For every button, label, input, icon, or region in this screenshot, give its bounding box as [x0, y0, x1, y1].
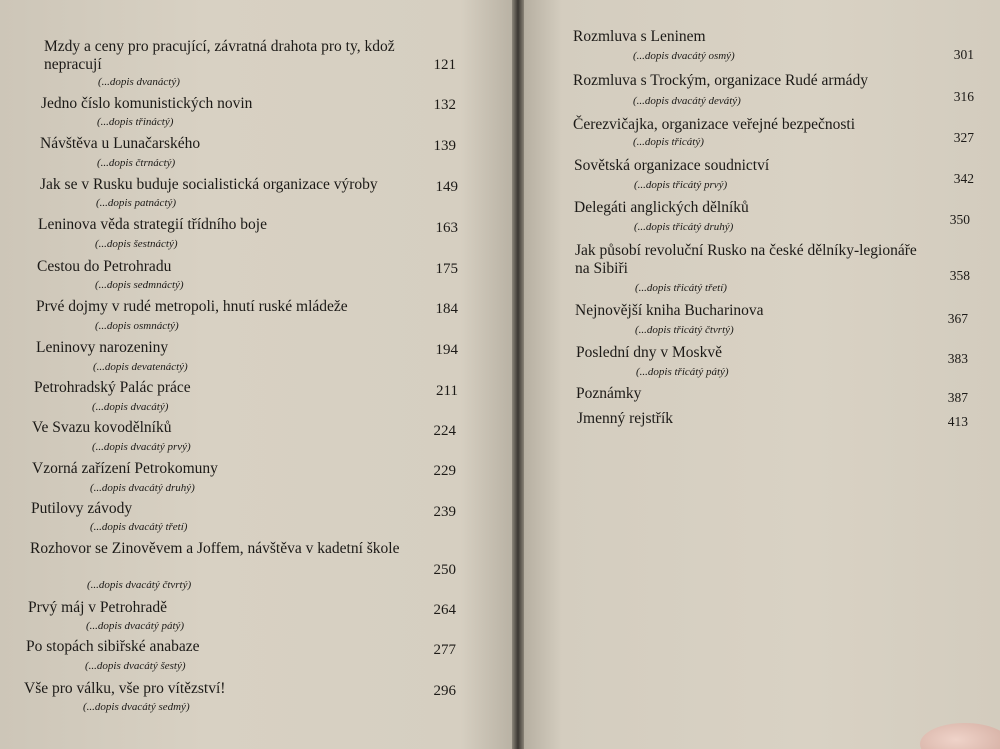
entry-page-number: 383 — [947, 351, 968, 366]
entry-title: Čerezvičajka, organizace veřejné bezpečnosti — [573, 116, 855, 133]
entry-title: Rozmluva s Leninem — [573, 28, 706, 45]
entry-letter-label: (...dopis třicátý) — [633, 136, 704, 148]
entry-letter-label: (...dopis dvacátý) — [92, 401, 169, 413]
entry-page-number: 163 — [435, 220, 458, 236]
thumb-fingertip — [920, 723, 1000, 749]
entry-page-number: 229 — [433, 463, 456, 479]
entry-title: Leninovy narozeniny — [36, 339, 169, 356]
entry-letter-label: (...dopis sedmnáctý) — [95, 279, 184, 291]
entry-page-number: 239 — [433, 504, 456, 520]
entry-letter-label: (...dopis dvacátý druhý) — [90, 482, 195, 494]
entry-title: Po stopách sibiřské anabaze — [26, 638, 200, 655]
entry-page-number: 132 — [433, 97, 456, 113]
entry-letter-label: (...dopis třináctý) — [97, 116, 174, 128]
entry-letter-label: (...dopis třicátý druhý) — [634, 221, 734, 233]
entry-page-number: 139 — [433, 138, 456, 154]
entry-page-number: 264 — [433, 602, 456, 618]
book-gutter — [512, 0, 524, 749]
entry-page-number: 387 — [947, 390, 968, 405]
entry-letter-label: (...dopis dvacátý prvý) — [92, 441, 191, 453]
entry-letter-label: (...dopis osmnáctý) — [95, 320, 179, 332]
entry-letter-label: (...dopis šestnáctý) — [95, 238, 178, 250]
entry-page-number: 184 — [435, 301, 458, 317]
entry-page-number: 224 — [433, 423, 456, 439]
entry-page-number: 327 — [953, 130, 974, 145]
entry-title: Jedno číslo komunistických novin — [41, 95, 253, 112]
entry-page-number: 350 — [949, 212, 970, 227]
entry-title: Petrohradský Palác práce — [34, 379, 191, 396]
entry-title: Mzdy a ceny pro pracující, závratná drahota pro ty, kdož nepracují — [44, 38, 395, 73]
entry-letter-label: (...dopis dvacátý čtvrtý) — [87, 579, 192, 591]
entry-page-number: 149 — [435, 179, 458, 195]
entry-title: Poznámky — [576, 385, 642, 402]
entry-title: Rozhovor se Zinověvem a Joffem, návštěva v kadetní škole — [30, 540, 400, 557]
entry-letter-label: (...dopis třicátý prvý) — [634, 179, 728, 191]
entry-title: Prvé dojmy v rudé metropoli, hnutí ruské mládeže — [36, 298, 348, 315]
entry-page-number: 211 — [436, 383, 458, 399]
entry-letter-label: (...dopis patnáctý) — [96, 197, 177, 209]
entry-page-number: 316 — [953, 89, 974, 104]
entry-title: Rozmluva s Trockým, organizace Rudé armády — [573, 72, 869, 89]
entry-letter-label: (...dopis dvanáctý) — [98, 76, 180, 88]
entry-title: Ve Svazu kovodělníků — [32, 419, 172, 436]
entry-letter-label: (...dopis třicátý čtvrtý) — [635, 324, 734, 336]
entry-page-number: 413 — [947, 414, 968, 429]
entry-page-number: 250 — [433, 562, 456, 578]
entry-page-number: 175 — [435, 261, 458, 277]
entry-title: Cestou do Petrohradu — [37, 258, 172, 275]
entry-title: Nejnovější kniha Bucharinova — [575, 302, 764, 319]
entry-page-number: 367 — [947, 311, 968, 326]
entry-letter-label: (...dopis dvacátý sedmý) — [83, 701, 190, 713]
entry-title: Leninova věda strategií třídního boje — [38, 216, 267, 233]
entry-letter-label: (...dopis dvacátý šestý) — [85, 660, 186, 672]
entry-page-number: 194 — [435, 342, 458, 358]
entry-page-number: 121 — [433, 57, 456, 73]
entry-letter-label: (...dopis devatenáctý) — [93, 361, 188, 373]
entry-title: Putilovy závody — [31, 500, 133, 517]
entry-letter-label: (...dopis dvacátý pátý) — [86, 620, 185, 632]
entry-title: Návštěva u Lunačarského — [40, 135, 201, 152]
entry-page-number: 301 — [953, 47, 974, 62]
entry-title: Jak se v Rusku buduje socialistická organizace výroby — [40, 176, 378, 193]
entry-letter-label: (...dopis třicátý pátý) — [636, 366, 729, 378]
entry-letter-label: (...dopis dvacátý osmý) — [633, 50, 735, 62]
entry-title: Prvý máj v Petrohradě — [28, 599, 168, 616]
entry-page-number: 358 — [949, 268, 970, 283]
entry-title: Sovětská organizace soudnictví — [574, 157, 770, 174]
right-page — [524, 0, 1000, 749]
entry-letter-label: (...dopis dvacátý devátý) — [633, 95, 741, 107]
entry-letter-label: (...dopis třicátý třetí) — [635, 282, 727, 294]
entry-title: Vzorná zařízení Petrokomuny — [32, 460, 218, 477]
entry-page-number: 277 — [433, 642, 456, 658]
entry-letter-label: (...dopis dvacátý třetí) — [90, 521, 188, 533]
entry-page-number: 342 — [953, 171, 974, 186]
entry-title: Jak působí revoluční Rusko na české dělníky-legionáře na Sibiři — [575, 242, 917, 277]
entry-letter-label: (...dopis čtrnáctý) — [97, 157, 176, 169]
entry-title: Vše pro válku, vše pro vítězství! — [24, 680, 226, 697]
entry-page-number: 296 — [433, 683, 456, 699]
entry-title: Jmenný rejstřík — [577, 410, 673, 427]
entry-title: Delegáti anglických dělníků — [574, 199, 749, 216]
entry-title: Poslední dny v Moskvě — [576, 344, 722, 361]
